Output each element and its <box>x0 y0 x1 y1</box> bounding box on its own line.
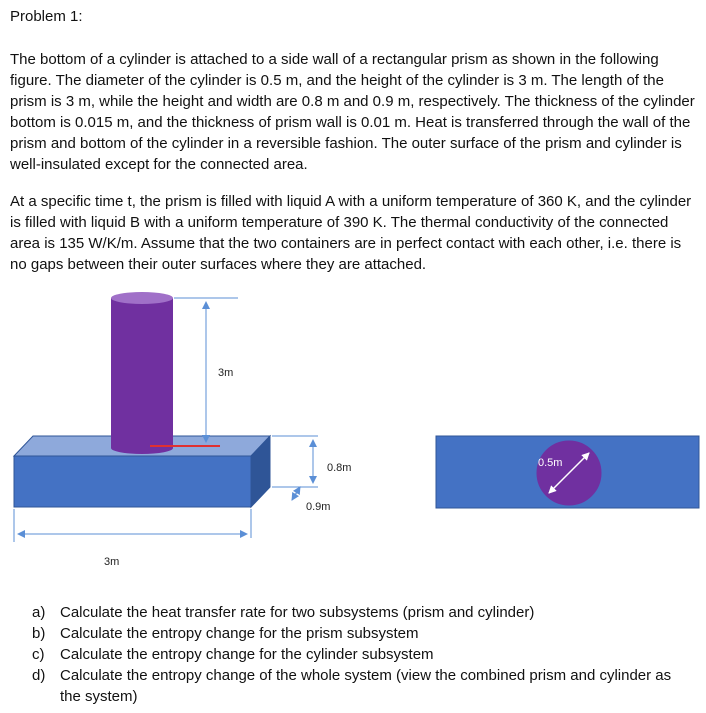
question-b <box>32 623 692 644</box>
question-c <box>32 644 692 665</box>
cylinder-height-label: 3m <box>218 367 234 379</box>
prism-width-dimension <box>292 487 330 513</box>
problem-figure <box>0 280 706 580</box>
prism-height-label: 0.8m <box>327 462 352 474</box>
diameter-label: 0.5m <box>538 457 563 469</box>
cylinder-body <box>111 298 173 448</box>
prism-length-dimension <box>14 509 251 568</box>
question-letter: b) <box>32 625 46 642</box>
side-view <box>436 436 699 508</box>
question-a <box>32 602 692 623</box>
question-text: Calculate the entropy change for the cylinder subsystem <box>60 646 434 663</box>
cylinder <box>111 292 220 454</box>
problem-title: Problem 1: <box>10 8 83 25</box>
prism-height-dimension <box>272 436 351 487</box>
question-text: Calculate the entropy change of the whole system (view the combined prism and cylinder as the system) <box>60 667 672 705</box>
prism-front-face <box>14 456 251 507</box>
prism-length-label: 3m <box>104 556 120 568</box>
question-d <box>32 665 692 707</box>
prism-width-label: 0.9m <box>306 501 331 513</box>
cylinder-bottom <box>111 442 173 454</box>
question-letter: a) <box>32 604 46 621</box>
question-letter: d) <box>32 667 46 684</box>
cylinder-top <box>111 292 173 304</box>
question-list <box>32 602 692 707</box>
question-text: Calculate the heat transfer rate for two subsystems (prism and cylinder) <box>60 604 535 621</box>
problem-paragraph-1: The bottom of a cylinder is attached to a side wall of a rectangular prism as shown in the following figure. The diameter of the cylinder is 0.5 m, and the height of the cylinder is 3 m. The length of the prism is 3 m, while the height and width are 0.8 m and 0.9 m, respectively. The thickness of the cylinder bottom is 0.015 m, and the thickness of prism wall is 0.01 m. Heat is transferred through the wall of the prism and bottom of the cylinder in a reversible fashion. The outer surface of the prism and cylinder is well-insulated except for the connected area. <box>10 51 695 173</box>
problem-paragraph-2: At a specific time t, the prism is filled with liquid A with a uniform temperature of 360 K, and the cylinder is filled with liquid B with a uniform temperature of 390 K. The thermal conductivity of the connected area is 135 W/K/m. Assume that the two containers are in perfect contact with each other, i.e. there is no gaps between their outer surfaces where they are attached. <box>10 193 692 273</box>
question-text: Calculate the entropy change for the prism subsystem <box>60 625 419 642</box>
cylinder-height-dimension <box>174 298 238 442</box>
question-letter: c) <box>32 646 45 663</box>
